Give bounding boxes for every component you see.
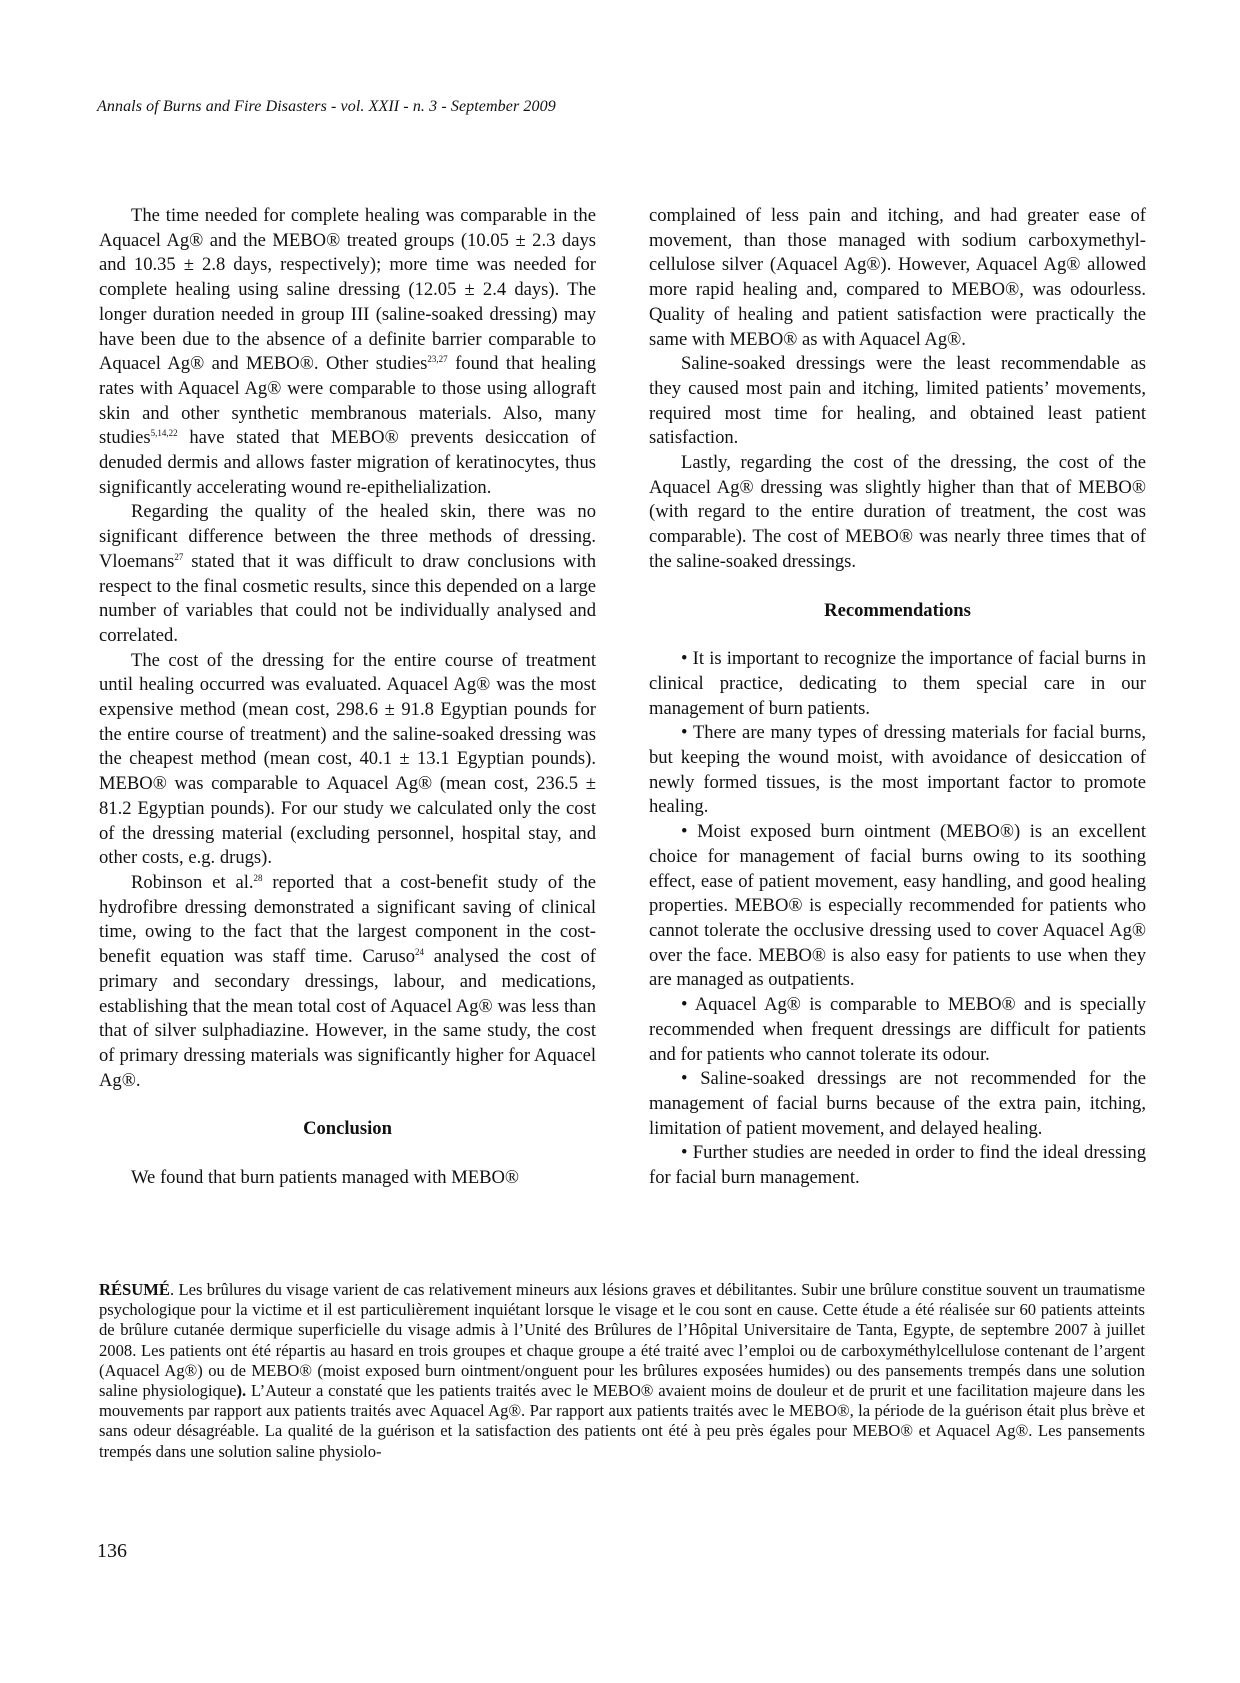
reference-superscript: 27 bbox=[174, 551, 184, 562]
recommendation-item: • Aquacel Ag® is comparable to MEBO® and is specially recommended when frequent dressings are difficult for patients and for patients who cannot tolerate its odour. bbox=[649, 994, 1146, 1065]
recommendations-heading: Recommendations bbox=[824, 599, 971, 621]
text-run: reported that a cost-benefit study of the hydrofibre dressing demonstrated a significant saving of clinical time, owing to the fact that the largest component in the cost-benefit equation was staff time. Caruso bbox=[99, 871, 596, 968]
paragraph-quality bbox=[99, 500, 596, 648]
text-run: found that healing rates with Aquacel Ag® were comparable to those using allograft skin and other synthetic membranous materials. Also, many studies bbox=[99, 353, 597, 449]
conclusion-heading: Conclusion bbox=[303, 1118, 392, 1140]
left-column bbox=[99, 204, 596, 1191]
paragraph-cost-benefit bbox=[99, 871, 596, 1093]
resume-abstract bbox=[99, 1280, 1145, 1462]
reference-superscript: 5,14,22 bbox=[150, 428, 178, 439]
recommendation-item: • Moist exposed burn ointment (MEBO®) is an excellent choice for management of facial burns owing to its soothing effect, ease of patient movement, easy handling, and good healing properties. MEBO® is especially recommended for patients who cannot tolerate the occlusive dressing used to cover Aquacel Ag® over the face. MEBO® is also easy for patients to use when they are managed as outpatients. bbox=[649, 821, 1146, 991]
reference-superscript: 23,27 bbox=[427, 354, 448, 365]
resume-text: . Les brûlures du visage varient de cas relativement mineurs aux lésions graves et débilitantes. Subir une brûlure constitue souvent un traumatisme psychologique pour la victime et il est particulièrement inquiétant lorsque le visage et le cou sont en cause. Cette étude a été réalisée sur 60 patients atteints de brûlure cutanée dermique superficielle du visage admis à l’Unité des Brûlures de l’Hôpital Universitaire de Tanta, Egypte, de septembre 2007 à juillet 2008. Les patients ont été répartis au hasard en trois groupes et chaque groupe a été traité avec l’emploi ou de carboxyméthylcellulose contenant de l’argent (Aquacel Ag®) ou de MEBO® (moist exposed burn ointment/onguent pour les brûlures exposées humides) ou des pansements trempés dans une solution saline physiologique bbox=[99, 1280, 1145, 1401]
recommendation-item: • Further studies are needed in order to find the ideal dressing for facial burn management. bbox=[649, 1142, 1146, 1189]
recommendation-item: • It is important to recognize the importance of facial burns in clinical practice, dedicating to them special care in our management of burn patients. bbox=[649, 648, 1146, 719]
resume-text-bold: ). bbox=[236, 1381, 247, 1401]
text-run: analysed the cost of primary and secondary dressings, labour, and medications, establishing that the mean total cost of Aquacel Ag® was less than that of silver sulphadiazine. However, in the same study, the cost of primary dressing materials was significantly higher for Aquacel Ag®. bbox=[99, 946, 596, 1091]
paragraph-conclusion: We found that burn patients managed with MEBO® bbox=[131, 1167, 520, 1189]
recommendation-item: • There are many types of dressing materials for facial burns, but keeping the wound moist, with avoidance of desiccation of newly formed tissues, is the most important factor to promote healing. bbox=[649, 722, 1146, 818]
text-run: Regarding the quality of the healed skin, there was no significant difference between the three methods of dressing. Vloemans bbox=[99, 501, 596, 572]
reference-superscript: 24 bbox=[415, 947, 425, 958]
paragraph-saline: Saline-soaked dressings were the least recommendable as they caused most pain and itching, limited patients’ movements, required most time for healing, and obtained least patient satisfaction. bbox=[649, 353, 1146, 449]
text-run: stated that it was difficult to draw conclusions with respect to the final cosmetic results, since this depended on a large number of variables that could not be individually analysed and correlated. bbox=[99, 550, 596, 646]
right-column bbox=[649, 204, 1146, 1191]
text-run: have stated that MEBO® prevents desiccation of denuded dermis and allows faster migration of keratinocytes, thus significantly accelerating wound re-epithelialization. bbox=[99, 427, 596, 498]
paragraph-conclusion-continued: complained of less pain and itching, and had greater ease of movement, than those managed with sodium carboxymethyl-cellulose silver (Aquacel Ag®). However, Aquacel Ag® allowed more rapid healing and, compared to MEBO®, was odourless. Quality of healing and patient satisfaction were practically the same with MEBO® as with Aquacel Ag®. bbox=[649, 205, 1146, 350]
running-head: Annals of Burns and Fire Disasters - vol. XXII - n. 3 - September 2009 bbox=[97, 98, 556, 115]
resume-label: RÉSUMÉ bbox=[99, 1280, 170, 1299]
reference-superscript: 28 bbox=[253, 872, 263, 883]
text-run: The time needed for complete healing was comparable in the Aquacel Ag® and the MEBO® treated groups (10.05 ± 2.3 days and 10.35 ± 2.8 days, respectively); more time was needed for complete healing using saline dressing (12.05 ± 2.4 days). The longer duration needed in group III (saline-soaked dressing) may have been due to the absence of a definite barrier comparable to Aquacel Ag® and MEBO®. Other studies bbox=[99, 205, 596, 375]
paragraph-cost-summary: Lastly, regarding the cost of the dressing, the cost of the Aquacel Ag® dressing was slightly higher than that of MEBO® (with regard to the entire duration of treatment, the cost was comparable). The cost of MEBO® was nearly three times that of the saline-soaked dressings. bbox=[649, 452, 1146, 572]
recommendation-item: • Saline-soaked dressings are not recommended for the management of facial burns because of the extra pain, itching, limitation of patient movement, and delayed healing. bbox=[649, 1068, 1146, 1139]
resume-text-continued: L’Auteur a constaté que les patients traités avec le MEBO® avaient moins de douleur et de prurit et une facilitation majeure dans les mouvements par rapport aux patients traités avec Aquacel Ag®. Par rapport aux patients traités avec le MEBO®, la période de la guérison était plus brève et sans odeur désagréable. La qualité de la guérison et la satisfaction des patients ont été à peu près égales pour MEBO® et Aquacel Ag®. Les pansements trempés dans une solution saline physiolo- bbox=[99, 1381, 1145, 1461]
paragraph-healing-time bbox=[99, 204, 596, 500]
paragraph-cost: The cost of the dressing for the entire course of treatment until healing occurred was evaluated. Aquacel Ag® was the most expensive method (mean cost, 298.6 ± 91.8 Egyptian pounds for the entire course of treatment) and the saline-soaked dressing was the cheapest method (mean cost, 40.1 ± 13.1 Egyptian pounds). MEBO® was comparable to Aquacel Ag® (mean cost, 236.5 ± 81.2 Egyptian pounds). For our study we calculated only the cost of the dressing material (excluding personnel, hospital stay, and other costs, e.g. drugs). bbox=[99, 649, 596, 869]
page-number: 136 bbox=[97, 1540, 127, 1562]
text-run: Robinson et al. bbox=[131, 871, 254, 893]
